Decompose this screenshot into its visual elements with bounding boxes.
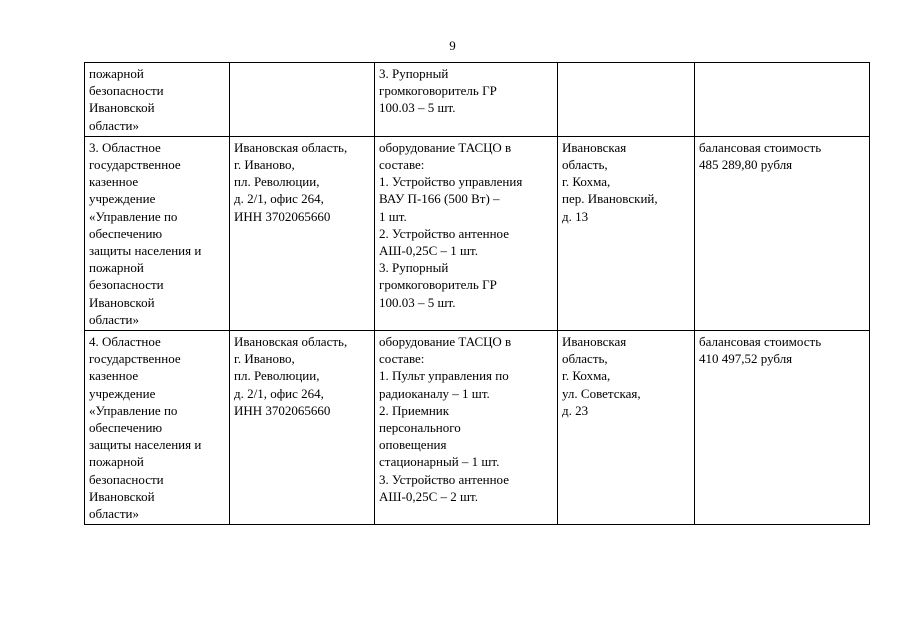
value-cell: балансовая стоимость 410 497,52 рубля [695, 331, 870, 525]
value-cell: балансовая стоимость 485 289,80 рубля [695, 136, 870, 330]
location-cell: Ивановская область, г. Кохма, ул. Советская, д. 23 [558, 331, 695, 525]
equipment-cell: оборудование ТАСЦО в составе: 1. Пульт управления по радиоканалу – 1 шт. 2. Приемник персонального оповещения стационарный – 1 шт. 3. Устройство антенное АШ-0,25С – 2 шт. [375, 331, 558, 525]
address-cell: Ивановская область, г. Иваново, пл. Революции, д. 2/1, офис 264, ИНН 3702065660 [230, 331, 375, 525]
page-number: 9 [449, 38, 456, 53]
location-cell [558, 63, 695, 137]
table-row [85, 63, 870, 137]
property-table [84, 62, 870, 525]
address-cell: Ивановская область, г. Иваново, пл. Революции, д. 2/1, офис 264, ИНН 3702065660 [230, 136, 375, 330]
location-cell: Ивановская область, г. Кохма, пер. Ивановский, д. 13 [558, 136, 695, 330]
equipment-cell: оборудование ТАСЦО в составе: 1. Устройство управления ВАУ П-166 (500 Вт) – 1 шт. 2. Устройство антенное АШ-0,25С – 1 шт. 3. Рупорный громкоговоритель ГР 100.03 – 5 шт. [375, 136, 558, 330]
owner-cell: 3. Областное государственное казенное учреждение «Управление по обеспечению защиты населения и пожарной безопасности Ивановской области» [85, 136, 230, 330]
owner-cell: пожарной безопасности Ивановской области» [85, 63, 230, 137]
table-row [85, 136, 870, 330]
address-cell [230, 63, 375, 137]
value-cell [695, 63, 870, 137]
owner-cell: 4. Областное государственное казенное учреждение «Управление по обеспечению защиты населения и пожарной безопасности Ивановской области» [85, 331, 230, 525]
table-row [85, 331, 870, 525]
equipment-cell: 3. Рупорный громкоговоритель ГР 100.03 – 5 шт. [375, 63, 558, 137]
